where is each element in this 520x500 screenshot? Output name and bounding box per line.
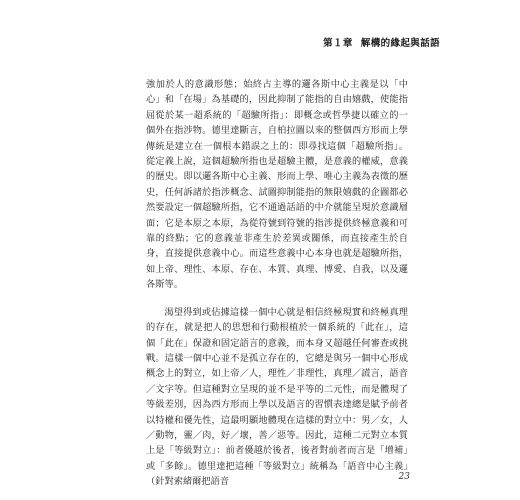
chapter-title: 解構的緣起與話語 — [360, 38, 440, 49]
body-text — [146, 77, 408, 490]
paragraph: 強加於人的意識形態；始終占主導的邏各斯中心主義是以「中心」和「在場」為基礎的，因此抑制了能指的自由嬉戲，使能指屈從於某一超系統的「超驗所指」：即概念或哲學捷以確立的一個外在指涉物。德里達斷言，自柏拉圖以來的整個西方形而上學傳統是建立在一個根本錯誤之上的：即尋找這個「超驗所指」。從定義上說，這個超驗所指也是超驗主體，是意義的權威，意義的歷史。即以邏各斯中心主義、形而上學、唯心主義為表徵的歷史，任何訴諸於指涉概念、試圖抑制能指的無限嬉戲的企圖都必然要設定一個超驗所指，它不通過話語的中介就能呈現於意識層面；它是本原之本原，為從符號到符號的指涉提供終極意義和可靠的終點；它的意義並非產生於差異或關係，而直接產生於自身，直接提供意義中心。而這些意義中心本身也就是超驗所指，如上帝、理性、本原、存在、本質、真理、博愛、自我，以及邏各斯等。 — [146, 79, 408, 291]
paragraph: 渴望得到或佔據這樣一個中心就是相信終極現實和終極真理的存在，就是把人的思想和行動根植於一個系統的「此在」，這個「此在」保證和固定語言的意義，而本身又超越任何審查或挑戰。這樣一個中心並不是孤立存在的，它總是與另一個中心形成概念上的對立，如上帝／人，理性／非理性，真理／謊言，語音／文字等。但這種對立呈現的並不是平等的二元性，而是體現了等級差別，因為西方形而上學以及語言的習慣表達總是賦予前者以特權和優先性，這最明顯地體現在這樣的對立中：男／女，人／動物，靈／肉，好／壞，善／惡等。因此，這種二元對立本質上是「等級對立」：前者優越於後者，後者對前者而言是「增補」或「多餘」。德里達把這種「等級對立」統稱為「語音中心主義」（針對索緒爾把語音 — [146, 306, 408, 488]
running-header — [323, 35, 440, 49]
page-number: 23 — [398, 472, 410, 482]
chapter-label: 第１章 — [323, 38, 353, 49]
